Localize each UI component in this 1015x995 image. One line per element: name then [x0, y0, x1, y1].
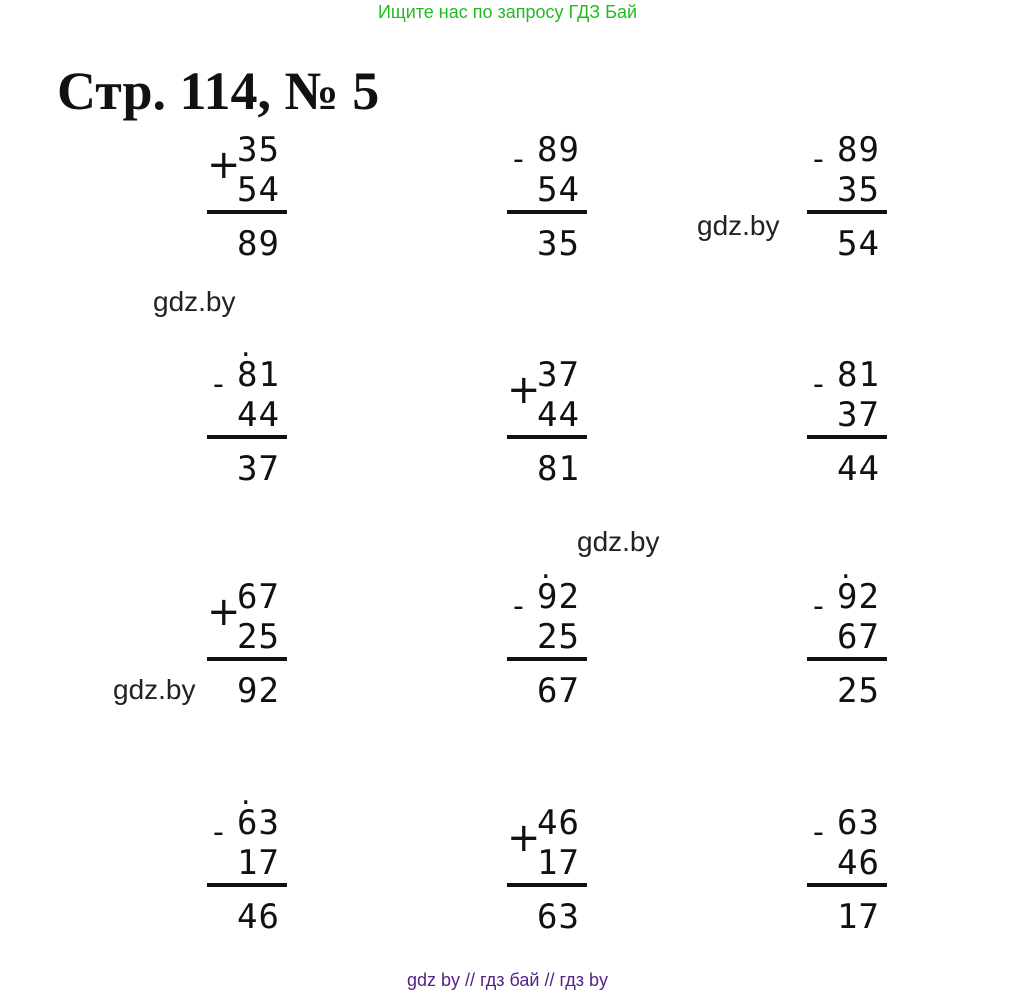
second-operand: 54	[237, 170, 280, 210]
second-operand: 46	[837, 843, 880, 883]
sum-line	[507, 435, 587, 439]
first-operand: 67	[237, 577, 280, 617]
result-value: 54	[837, 224, 880, 264]
plus-sign: +	[207, 142, 241, 188]
first-operand: 89	[537, 130, 580, 170]
sum-line	[807, 435, 887, 439]
arithmetic-problem	[807, 803, 947, 937]
second-operand: 67	[837, 617, 880, 657]
borrow-dot: .	[541, 551, 551, 586]
result-value: 67	[537, 671, 580, 711]
minus-sign: -	[513, 589, 524, 624]
footer-links: gdz by // гдз бай // гдз by	[406, 970, 609, 990]
sum-line	[207, 657, 287, 661]
plus-sign: +	[507, 367, 541, 413]
arithmetic-problem	[207, 777, 347, 937]
sum-line	[807, 657, 887, 661]
minus-sign: -	[813, 142, 824, 177]
plus-sign: +	[207, 589, 241, 635]
second-operand: 54	[537, 170, 580, 210]
sum-line	[507, 883, 587, 887]
sum-line	[807, 883, 887, 887]
result-value: 17	[837, 897, 880, 937]
result-value: 35	[537, 224, 580, 264]
first-operand: 35	[237, 130, 280, 170]
second-operand: 17	[537, 843, 580, 883]
sum-line	[207, 883, 287, 887]
first-operand: 89	[837, 130, 880, 170]
result-value: 44	[837, 449, 880, 489]
result-value: 89	[237, 224, 280, 264]
arithmetic-problem	[507, 130, 647, 264]
sum-line	[207, 435, 287, 439]
second-operand: 25	[237, 617, 280, 657]
minus-sign: -	[213, 367, 224, 402]
sum-line	[507, 210, 587, 214]
first-operand: 37	[537, 355, 580, 395]
arithmetic-problem	[807, 551, 947, 711]
second-operand: 44	[537, 395, 580, 435]
result-value: 37	[237, 449, 280, 489]
first-operand: 92	[537, 577, 580, 617]
watermark: gdz.by	[113, 674, 196, 705]
minus-sign: -	[513, 142, 524, 177]
first-operand: 81	[837, 355, 880, 395]
result-value: 63	[537, 897, 580, 937]
first-operand: 63	[237, 803, 280, 843]
minus-sign: -	[813, 589, 824, 624]
borrow-dot: .	[241, 777, 251, 812]
minus-sign: -	[813, 367, 824, 402]
borrow-dot: .	[841, 551, 851, 586]
second-operand: 17	[237, 843, 280, 883]
result-value: 25	[837, 671, 880, 711]
first-operand: 46	[537, 803, 580, 843]
second-operand: 35	[837, 170, 880, 210]
first-operand: 81	[237, 355, 280, 395]
first-operand: 92	[837, 577, 880, 617]
sum-line	[507, 657, 587, 661]
sum-line	[207, 210, 287, 214]
page-title: Стр. 114, № 5	[57, 61, 380, 121]
arithmetic-problem	[507, 355, 647, 489]
arithmetic-problem	[807, 130, 947, 264]
watermark: gdz.by	[697, 210, 780, 241]
arithmetic-problem	[207, 577, 347, 711]
search-hint-banner: Ищите нас по запросу ГДЗ Бай	[377, 2, 638, 22]
second-operand: 37	[837, 395, 880, 435]
arithmetic-problem	[507, 803, 647, 937]
arithmetic-problem	[207, 329, 347, 489]
first-operand: 63	[837, 803, 880, 843]
result-value: 46	[237, 897, 280, 937]
minus-sign: -	[813, 815, 824, 850]
plus-sign: +	[507, 815, 541, 861]
arithmetic-problem	[207, 130, 347, 264]
minus-sign: -	[213, 815, 224, 850]
result-value: 81	[537, 449, 580, 489]
second-operand: 44	[237, 395, 280, 435]
sum-line	[807, 210, 887, 214]
borrow-dot: .	[241, 329, 251, 364]
watermark: gdz.by	[153, 286, 236, 317]
second-operand: 25	[537, 617, 580, 657]
arithmetic-problem	[807, 355, 947, 489]
arithmetic-problem	[507, 551, 647, 711]
watermark: gdz.by	[577, 526, 660, 557]
result-value: 92	[237, 671, 280, 711]
